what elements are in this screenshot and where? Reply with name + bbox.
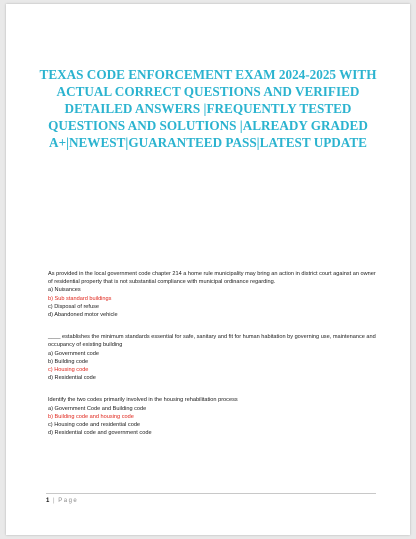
- answer-option: c) Disposal of refuse: [48, 303, 99, 310]
- question-3: [48, 396, 378, 437]
- question-text: ____ establishes the minimum standards essential for safe, sanitary and fit for human habitation by governing use, maintenance and occupancy of existing building: [48, 334, 376, 349]
- answer-option-correct: b) Building code and housing code: [48, 413, 134, 420]
- answer-option-correct: c) Housing code: [48, 367, 89, 374]
- answer-option: d) Abandoned motor vehicle: [48, 312, 118, 319]
- answer-options: [48, 350, 378, 383]
- answer-options: [48, 286, 378, 319]
- answer-option: b) Building code: [48, 358, 89, 365]
- answer-option: c) Housing code and residential code: [48, 422, 141, 429]
- question-text: Identify the two codes primarily involved in the housing rehabilitation process: [48, 397, 238, 404]
- answer-options: [48, 405, 378, 438]
- answer-option: d) Residential code and government code: [48, 430, 152, 437]
- question-1: [48, 270, 378, 319]
- question-text: As provided in the local government code chapter 214 a home rule municipality may bring an action in district court against an owner of residential property that is not substantial compliance with municipal ordinance regarding.: [48, 271, 376, 286]
- document-title: TEXAS CODE ENFORCEMENT EXAM 2024-2025 WITH ACTUAL CORRECT QUESTIONS AND VERIFIED DETAILED ANSWERS |FREQUENTLY TESTED QUESTIONS AND SOLUTIONS |ALREADY GRADED A+|NEWEST|GUARANTEED PASS|LATEST UPDATE: [39, 67, 377, 150]
- page-footer: [46, 493, 376, 504]
- question-list: [48, 270, 378, 437]
- answer-option: d) Residential code: [48, 375, 96, 382]
- answer-option: a) Government code: [48, 350, 99, 357]
- question-2: [48, 333, 378, 382]
- answer-option: a) Nuisances: [48, 287, 81, 294]
- answer-option: a) Government Code and Building code: [48, 405, 147, 412]
- document-page: [6, 4, 410, 535]
- footer-separator: |: [53, 498, 55, 504]
- answer-option-correct: b) Sub standard buildings: [48, 295, 112, 302]
- page-number: 1: [46, 498, 50, 504]
- page-label: Page: [58, 498, 79, 504]
